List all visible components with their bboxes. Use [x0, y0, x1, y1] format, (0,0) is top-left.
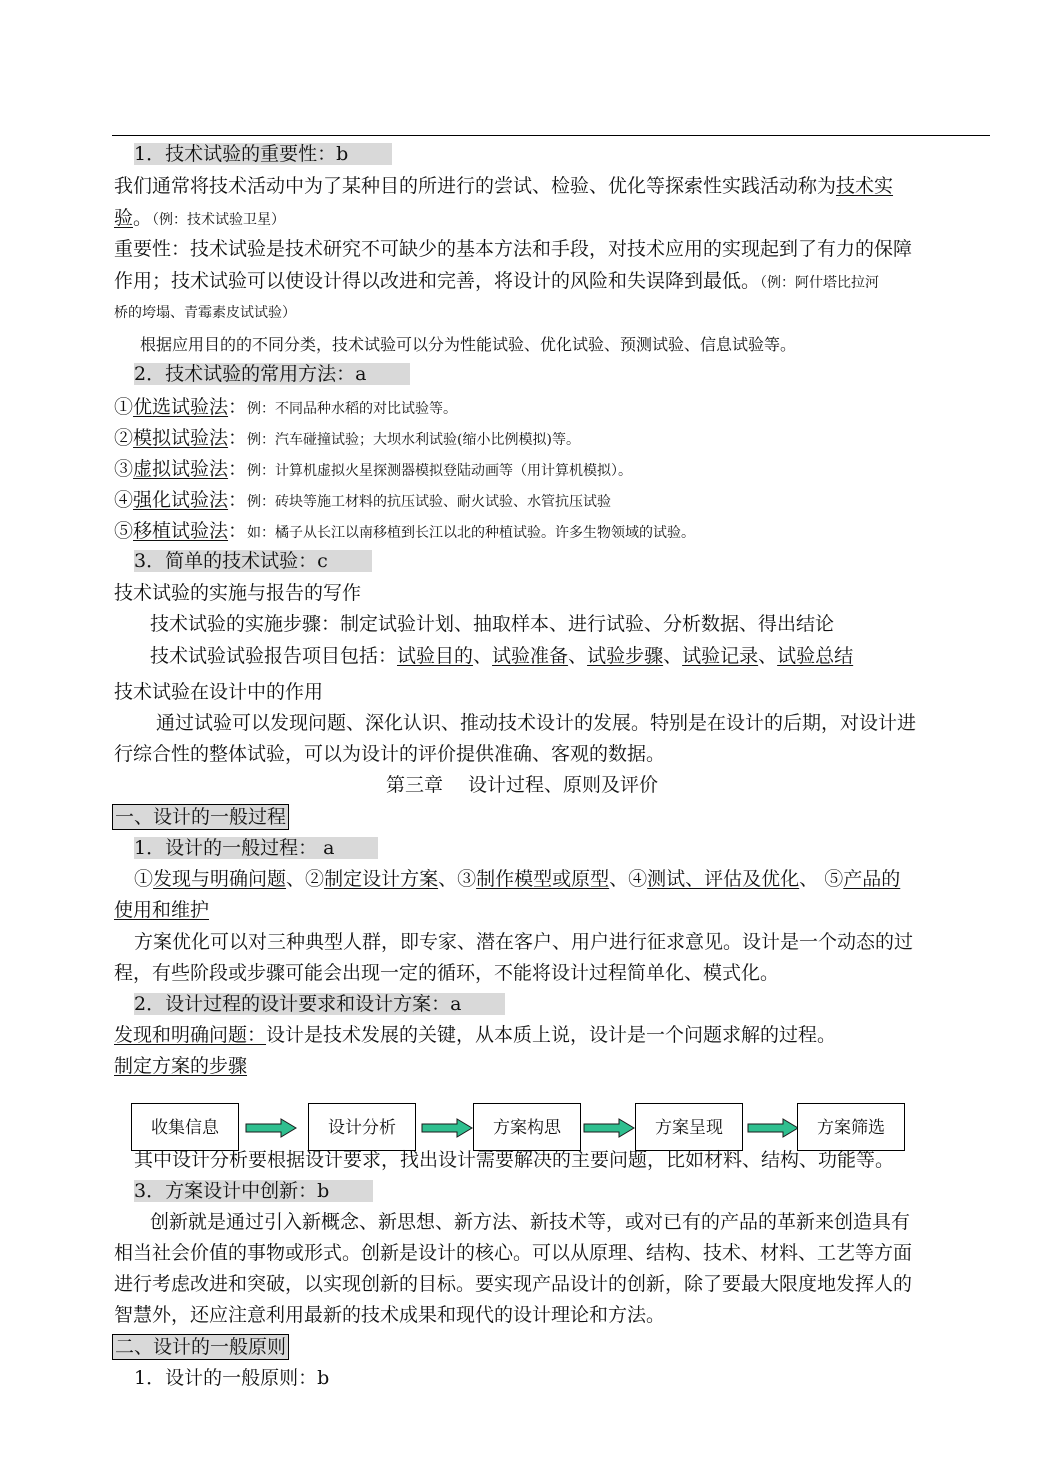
- paragraph-definition-cont: 验。（例：技术试验卫星）: [114, 207, 286, 229]
- section-heading-methods: 2．技术试验的常用方法：a: [134, 361, 410, 387]
- flow-arrow-icon: [421, 1118, 473, 1138]
- role-line: 通过试验可以发现问题、深化认识、推动技术设计的发展。特别是在设计的后期，对设计进: [156, 712, 917, 734]
- subheading-process: 1．设计的一般过程： a: [134, 835, 378, 861]
- paragraph-importance: 重要性：技术试验是技术研究不可缺少的基本方法和手段，对技术应用的实现起到了有力的保障: [114, 238, 913, 260]
- flow-step: 方案筛选: [797, 1103, 905, 1151]
- optimization-line: 方案优化可以对三种典型人群，即专家、潜在客户、用户进行征求意见。设计是一个动态的过: [134, 931, 914, 953]
- flow-step: 方案构思: [473, 1103, 581, 1151]
- method-item: ③虚拟试验法：例：计算机虚拟火星探测器模拟登陆动画等（用计算机模拟）。: [114, 458, 633, 480]
- role-title: 技术试验在设计中的作用: [114, 681, 324, 703]
- paragraph-importance-example: 桥的垮塌、青霉素皮试试验）: [114, 305, 296, 321]
- optimization-line: 程，有些阶段或步骤可能会出现一定的循环，不能将设计过程简单化、模式化。: [114, 962, 780, 984]
- flow-arrow-icon: [245, 1118, 297, 1138]
- innovation-line: 相当社会价值的事物或形式。创新是设计的核心。可以从原理、结构、技术、材料、工艺等方面: [114, 1242, 913, 1264]
- method-item: ④强化试验法：例：砖块等施工材料的抗压试验、耐火试验、水管抗压试验: [114, 489, 612, 511]
- role-line: 行综合性的整体试验，可以为设计的评价提供准确、客观的数据。: [114, 743, 666, 765]
- innovation-line: 创新就是通过引入新概念、新思想、新方法、新技术等，或对已有的产品的革新来创造具有: [150, 1211, 911, 1233]
- paragraph-classification: 根据应用目的的不同分类，技术试验可以分为性能试验、优化试验、预测试验、信息试验等。: [140, 335, 797, 354]
- section-heading-simple: 3．简单的技术试验：c: [134, 548, 372, 574]
- report-items: 技术试验试验报告项目包括：试验目的、试验准备、试验步骤、试验记录、试验总结: [150, 645, 854, 667]
- innovation-line: 进行考虑改进和突破，以实现创新的目标。要实现产品设计的创新，除了要最大限度地发挥人的: [114, 1273, 913, 1295]
- method-item: ①优选试验法：例：不同品种水稻的对比试验等。: [114, 396, 458, 418]
- part-title-principles: 二、设计的一般原则: [112, 1334, 289, 1360]
- method-item: ⑤移植试验法：如：橘子从长江以南移植到长江以北的种植试验。许多生物领域的试验。: [114, 520, 696, 542]
- paragraph-importance-cont: 作用；技术试验可以使设计得以改进和完善，将设计的风险和失误降到最低。（例：阿什塔比拉河: [114, 270, 880, 292]
- impl-title: 技术试验的实施与报告的写作: [114, 582, 362, 604]
- flow-step: 收集信息: [131, 1103, 239, 1151]
- paragraph-definition: 我们通常将技术活动中为了某种目的所进行的尝试、检验、优化等探索性实践活动称为技术实: [114, 175, 894, 197]
- plan-steps-title: 制定方案的步骤: [114, 1055, 248, 1077]
- find-problem: 发现和明确问题：设计是技术发展的关键，从本质上说，设计是一个问题求解的过程。: [114, 1024, 837, 1046]
- flow-arrow-icon: [747, 1118, 799, 1138]
- flow-step: 方案呈现: [635, 1103, 743, 1151]
- flow-step: 设计分析: [308, 1103, 416, 1151]
- header-rule: [112, 135, 990, 136]
- term-technical-test: 技术实: [836, 175, 894, 197]
- flow-arrow-icon: [583, 1118, 635, 1138]
- innovation-line: 智慧外，还应注意利用最新的技术成果和现代的设计理论和方法。: [114, 1304, 666, 1326]
- method-item: ②模拟试验法：例：汽车碰撞试验；大坝水利试验(缩小比例模拟)等。: [114, 427, 580, 449]
- impl-steps: 技术试验的实施步骤：制定试验计划、抽取样本、进行试验、分析数据、得出结论: [150, 613, 835, 635]
- section-heading-importance: 1．技术试验的重要性：b: [134, 141, 392, 167]
- subheading-innovation: 3．方案设计中创新：b: [134, 1178, 373, 1204]
- chapter-title: 第三章 设计过程、原则及评价: [385, 774, 659, 796]
- process-steps: ①发现与明确问题、②制定设计方案、③制作模型或原型、④测试、评估及优化、 ⑤产品的: [134, 868, 901, 890]
- part-title-process: 一、设计的一般过程: [112, 804, 289, 830]
- subheading-principles: 1．设计的一般原则：b: [134, 1367, 330, 1389]
- flow-note: 其中设计分析要根据设计要求，找出设计需要解决的主要问题，比如材料、结构、功能等。: [134, 1149, 895, 1171]
- subheading-requirements: 2．设计过程的设计要求和设计方案：a: [134, 991, 505, 1017]
- process-steps-cont: 使用和维护: [114, 899, 210, 921]
